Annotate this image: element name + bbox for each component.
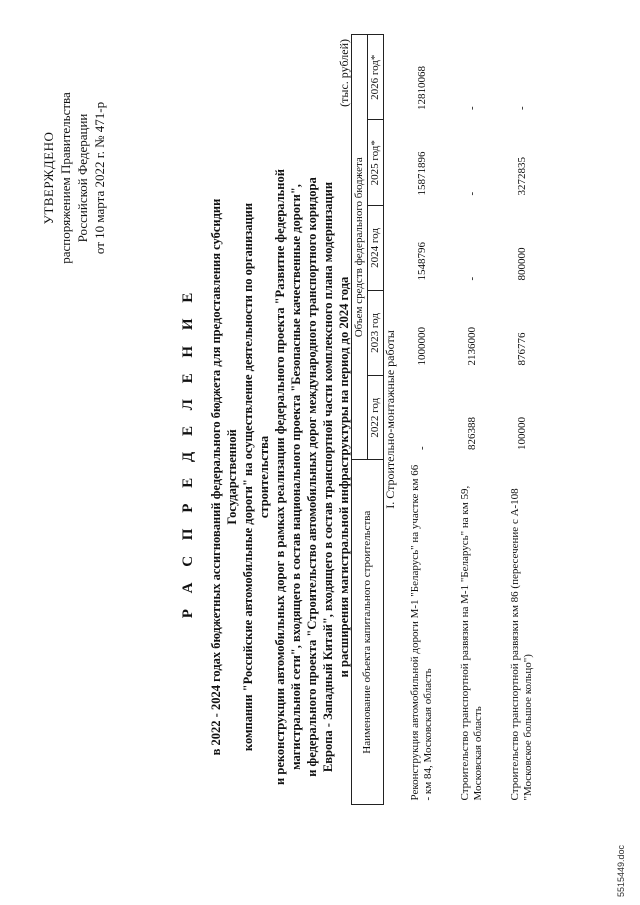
value-cell: 100000	[515, 416, 528, 450]
value-cell: -	[465, 276, 478, 281]
section-row	[384, 35, 398, 805]
lead-line: и федерального проекта "Строительство автомобильных дорог международного транспортного коридора	[305, 177, 319, 777]
file-code: 5515449.doc	[616, 844, 626, 897]
lead-line: и расширения магистральной инфраструктуры на период до 2024 года	[337, 276, 351, 678]
lead-line: магистральной сети", входящего в состав национального проекта "Безопасные качественные дороги",	[289, 184, 303, 770]
lead-line: и реконструкции автомобильных дорог в рамках реализации федерального проекта "Развитие федеральной	[273, 169, 287, 785]
object-name: Реконструкция автомобильной дороги М-1 "Беларусь" на участке км 66 - км 84, Московская область	[409, 464, 434, 801]
document-heading: Р А С П Р Е Д Е Л Е Н И Е	[180, 286, 196, 619]
lead-line: в 2022 - 2024 годах бюджетных ассигнований федерального бюджета для предоставления субсидии Государственной	[209, 198, 239, 756]
year-header: 2026 год*	[368, 35, 384, 120]
value-cell: 1548796	[415, 241, 428, 281]
value-cell: -	[465, 106, 478, 110]
object-name: Строительство транспортной развязки км 86 (пересечение с А-108 "Московское большое кольцо")	[509, 488, 534, 801]
volume-column-header: Объем средств федерального бюджета	[352, 35, 368, 460]
approval-stamp	[40, 63, 108, 293]
approval-line: распоряжением Правительства	[58, 92, 73, 264]
units-label: (тыс. рублей)	[337, 39, 351, 107]
value-cell: 12810068	[415, 65, 428, 110]
document-lead	[208, 167, 352, 787]
year-header: 2022 год	[368, 375, 384, 460]
value-cell: 826388	[465, 416, 478, 450]
table-row	[447, 35, 497, 805]
value-cell: 1000000	[415, 326, 428, 366]
lead-line: Европа - Западный Китай", входящего в состав транспортной части комплексного плана модернизации	[321, 181, 335, 773]
value-cell: 2136000	[465, 326, 478, 366]
value-cell: 3272835	[515, 156, 528, 196]
value-cell: 15871896	[415, 151, 428, 196]
value-cell: -	[415, 446, 428, 450]
value-cell: 800000	[515, 247, 528, 281]
approval-line: от 10 марта 2022 г. № 471-р	[92, 101, 107, 255]
table-row	[497, 35, 547, 805]
year-header: 2023 год	[368, 290, 384, 375]
value-cell: -	[515, 106, 528, 110]
budget-table	[351, 34, 547, 805]
table-row	[397, 35, 447, 805]
approval-line: Российской Федерации	[75, 113, 90, 243]
year-header: 2024 год	[368, 205, 384, 290]
lead-line: компании "Российские автомобильные дороги" на осуществление деятельности по организации строительства	[241, 202, 271, 752]
section-title: I. Строительно-монтажные работы	[383, 330, 397, 509]
object-name: Строительство транспортной развязки на М-1 "Беларусь" на км 59, Московская область	[459, 485, 484, 801]
approval-title: УТВЕРЖДЕНО	[41, 131, 56, 225]
year-header: 2025 год*	[368, 120, 384, 205]
value-cell: -	[465, 191, 478, 196]
value-cell: 876776	[515, 332, 528, 366]
name-column-header: Наименование объекта капитального строительства	[352, 460, 384, 805]
